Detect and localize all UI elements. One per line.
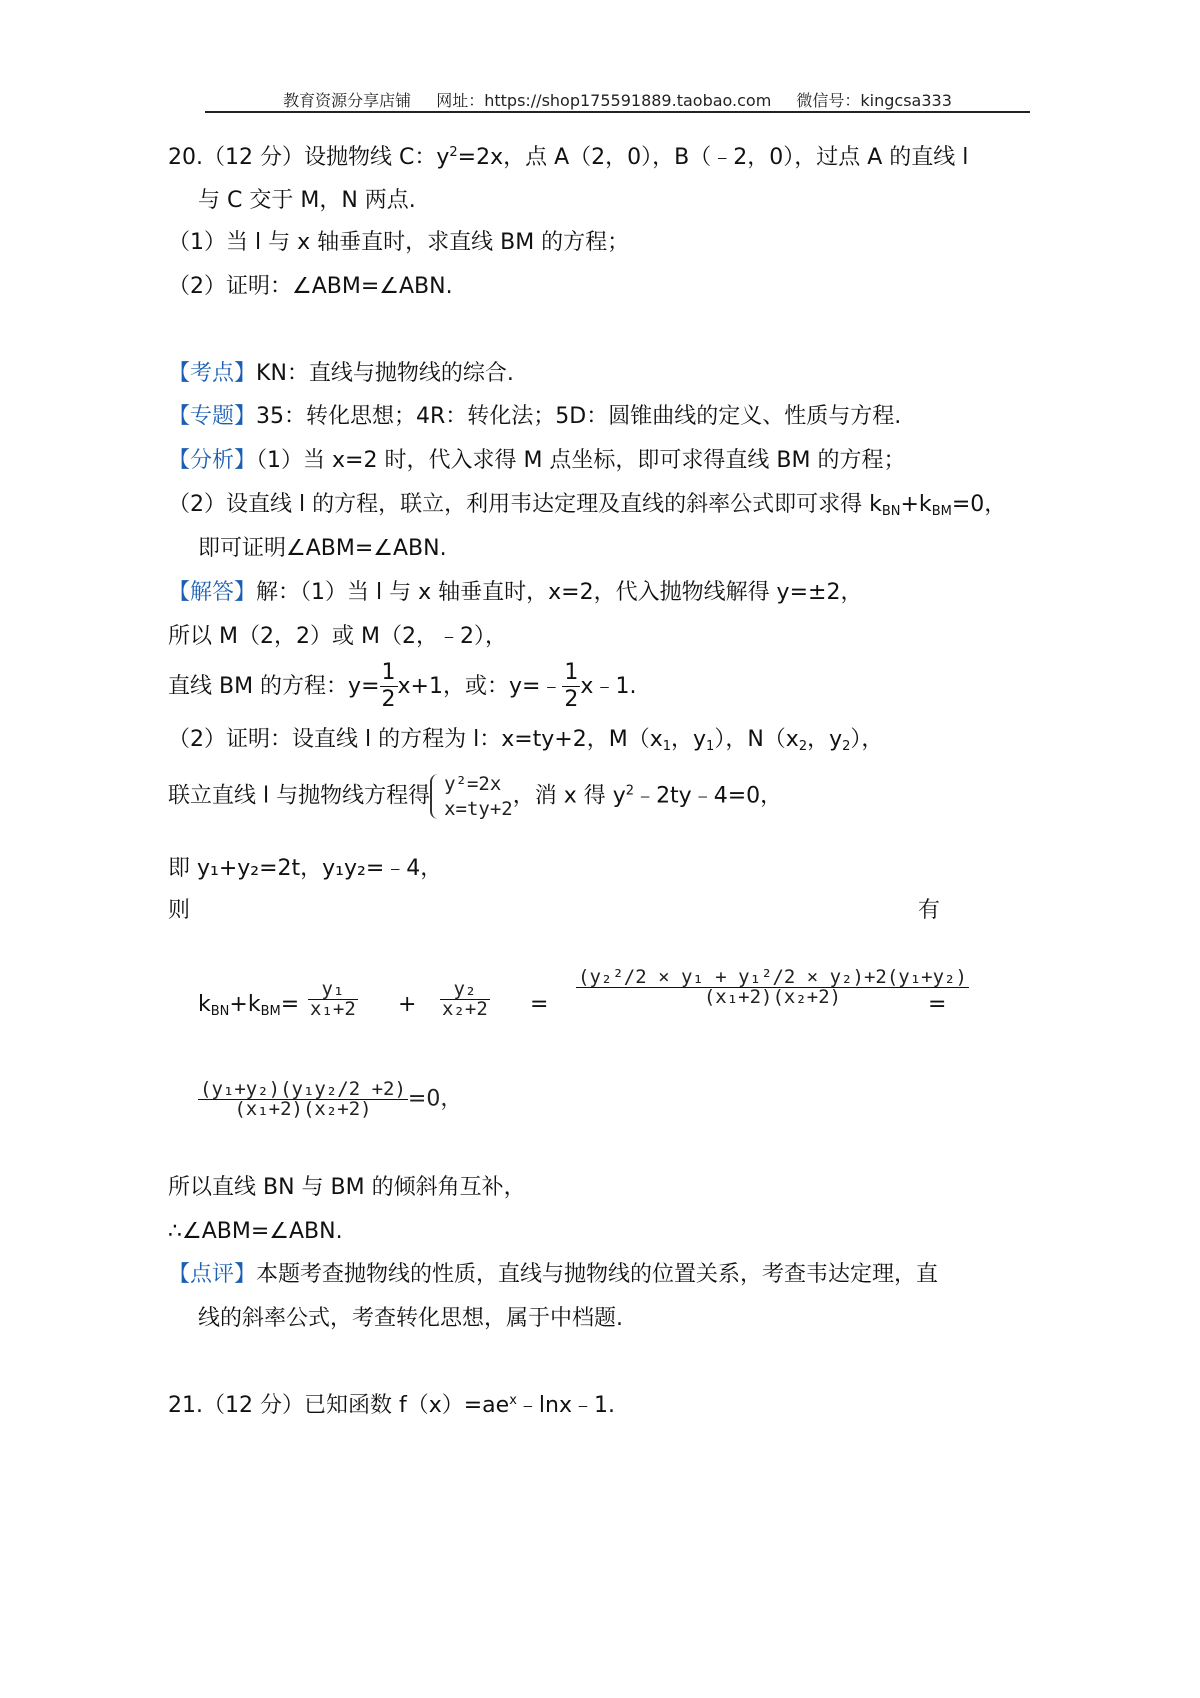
fraction-y1: [308, 980, 358, 1019]
zhuanti-tag: 【专题】: [168, 404, 257, 429]
zhuanti-line: [168, 406, 901, 428]
header-divider: [205, 111, 1030, 113]
f4-num: (y₁+y₂)(y₁y₂/2 +2): [200, 1078, 406, 1100]
fraction-factored: [198, 1080, 462, 1119]
l4a: （2）证明：设直线 l 的方程为 l：x=ty+2，M（x: [168, 727, 663, 752]
kaodian-tag: 【考点】: [168, 361, 257, 386]
jieda-line3-c: x﹣1.: [580, 673, 637, 699]
k1: k: [198, 992, 211, 1017]
sys-eq1: y²=2x: [444, 773, 502, 795]
l4s4: 2: [842, 739, 851, 754]
jieda-line2: 所以 M（2，2）或 M（2，﹣2），: [168, 624, 507, 649]
plus-sign: +: [398, 992, 417, 1017]
f4-den: (x₁+2)(x₂+2): [198, 1099, 408, 1119]
fraction-combined: [576, 968, 969, 1007]
fraction-half-1: [380, 660, 398, 714]
jieda-line9: 所以直线 BN 与 BM 的倾斜角互补，: [168, 1175, 526, 1200]
fraction-half-2: [562, 660, 580, 714]
q20-line2: 与 C 交于 M，N 两点.: [198, 188, 416, 213]
q20-part1: （1）当 l 与 x 轴垂直时，求直线 BM 的方程；: [168, 230, 630, 255]
jieda-line3: [168, 660, 636, 714]
jieda-line1: [168, 582, 862, 604]
q20-text-a: 20.（12 分）设抛物线 C：y: [168, 145, 450, 170]
fenxi-text1: （1）当 x=2 时，代入求得 M 点坐标，即可求得直线 BM 的方程；: [256, 448, 906, 473]
frac-num: 1: [564, 660, 579, 685]
shop-name: 教育资源分享店铺: [283, 91, 412, 110]
fenxi-line2: [168, 494, 1006, 518]
equals-sign-2: =: [928, 992, 947, 1017]
jieda-line10: ∴∠ABM=∠ABN.: [168, 1219, 343, 1244]
f4-tail: =0，: [407, 1086, 463, 1112]
q20-text-b: =2x，点 A（2，0），B（﹣2，0），过点 A 的直线 l: [457, 145, 969, 170]
l5sup: 2: [625, 783, 635, 799]
sys-eq2: x=ty+2: [444, 797, 513, 820]
l4s2: 1: [706, 739, 715, 754]
kaodian-text: KN：直线与抛物线的综合.: [256, 361, 514, 386]
l4b: ，y: [671, 727, 707, 752]
jieda-line6: 即 y₁+y₂=2t，y₁y₂=﹣4，: [168, 856, 443, 881]
jieda-line3-b: x+1，或：y=﹣: [397, 673, 563, 699]
f2-num: y₂: [453, 978, 477, 1000]
l4s3: 2: [798, 739, 808, 754]
zhuanti-text: 35：转化思想；4R：转化法；5D：圆锥曲线的定义、性质与方程.: [256, 404, 902, 429]
fenxi-sub2: BM: [931, 504, 952, 519]
f2-den: x₂+2: [442, 998, 488, 1020]
f1-num: y₁: [321, 978, 345, 1000]
dianping-line2: 线的斜率公式，考查转化思想，属于中档题.: [198, 1306, 623, 1331]
fraction-y2: [440, 980, 490, 1019]
jieda-line7-left: 则: [168, 898, 191, 923]
fenxi-text2b: =0，: [951, 492, 1007, 517]
fenxi-line1: [168, 450, 905, 472]
brace-icon: [430, 774, 440, 819]
f3-num: (y₂²/2 × y₁ + y₁²/2 × y₂)+2(y₁+y₂): [578, 966, 967, 988]
l4s1: 1: [662, 739, 672, 754]
dianping-text1: 本题考查抛物线的性质，直线与抛物线的位置关系，考查韦达定理，直: [256, 1262, 939, 1287]
k2s: BM: [260, 1004, 281, 1019]
fenxi-plus: +k: [900, 492, 932, 517]
equation-system: [430, 772, 513, 821]
l5c: ﹣2ty﹣4=0，: [634, 783, 783, 809]
jieda-line5: [168, 772, 782, 821]
q21-line: [168, 1394, 615, 1417]
jieda-text1: 解：（1）当 l 与 x 轴垂直时，x=2，代入抛物线解得 y=±2，: [256, 580, 863, 605]
q21b: ﹣lnx﹣1.: [516, 1393, 615, 1418]
dianping-line1: [168, 1264, 938, 1286]
frac-den: 2: [381, 687, 396, 713]
fenxi-line3: 即可证明∠ABM=∠ABN.: [198, 536, 447, 561]
kp: +k: [229, 992, 261, 1017]
jieda-tag: 【解答】: [168, 580, 257, 605]
q20-line1: [168, 146, 968, 169]
q21sup: x: [509, 1393, 517, 1408]
l4d: ，y: [807, 727, 843, 752]
l4c: ），N（x: [714, 727, 799, 752]
k1s: BN: [210, 1004, 230, 1019]
fenxi-sub1: BN: [881, 504, 901, 519]
jieda-line3-a: 直线 BM 的方程：y=: [168, 673, 380, 699]
dianping-tag: 【点评】: [168, 1262, 257, 1287]
l5a: 联立直线 l 与抛物线方程得: [168, 783, 431, 809]
k-sum-label: [198, 994, 299, 1018]
q21a: 21.（12 分）已知函数 f（x）=ae: [168, 1393, 510, 1418]
f3-den: (x₁+2)(x₂+2): [576, 987, 969, 1007]
kaodian-line: [168, 363, 514, 385]
frac-num: 1: [381, 660, 396, 685]
fenxi-tag: 【分析】: [168, 448, 257, 473]
jieda-line7-right: 有: [918, 898, 941, 923]
jieda-line4: [168, 729, 883, 753]
frac-den: 2: [564, 687, 579, 713]
keq: =: [280, 992, 300, 1017]
q20-part2: （2）证明：∠ABM=∠ABN.: [168, 274, 453, 299]
f1-den: x₁+2: [310, 998, 356, 1020]
equals-sign-1: =: [530, 992, 549, 1017]
wechat-id: 微信号：kingcsa333: [796, 91, 952, 110]
q20-sup: 2: [449, 145, 458, 160]
l5b: ，消 x 得 y: [512, 783, 626, 809]
fenxi-text2a: （2）设直线 l 的方程，联立，利用韦达定理及直线的斜率公式即可求得 k: [168, 492, 882, 517]
page-header: [205, 88, 1030, 111]
shop-url: 网址：https://shop175591889.taobao.com: [436, 91, 772, 110]
l4e: ），: [850, 727, 884, 752]
